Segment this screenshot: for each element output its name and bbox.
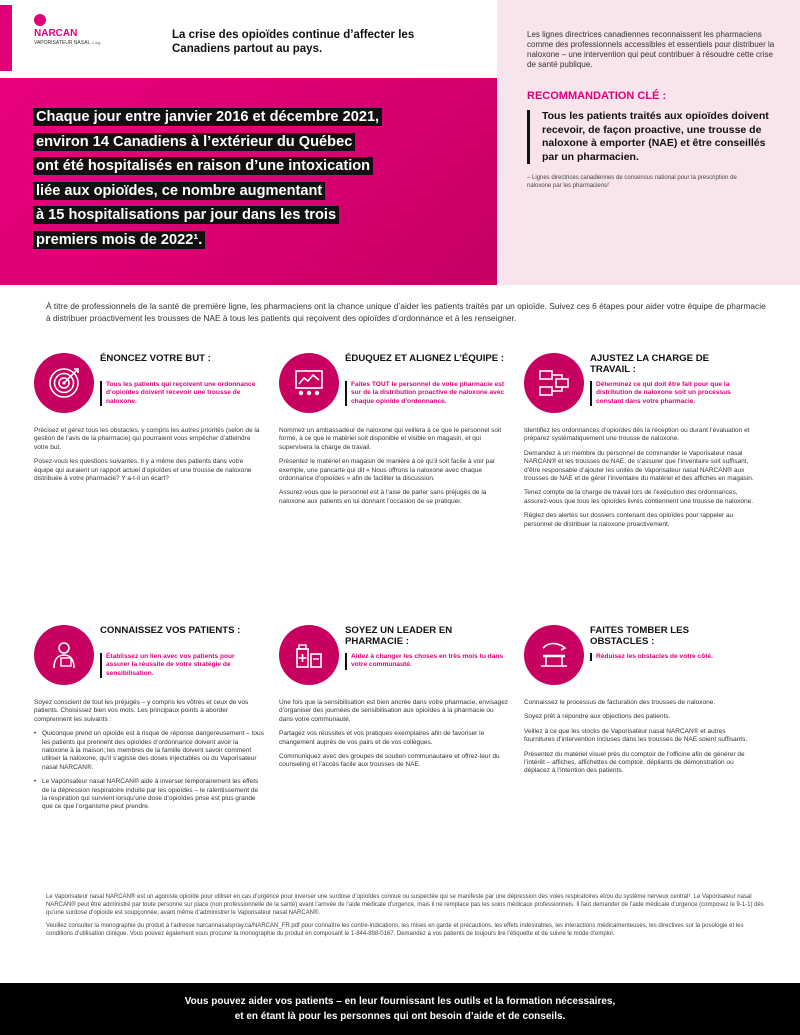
footnote-paragraph: Veuillez consulter la monographie du produit à l’adresse narcannasalspray.ca/NARCAN_FR.pdf pour connaître les contre-indications, les mises en garde et précautions, les effets indésirables, les interactions médicamenteuses, les directives sur la posologie et les conditions d’utilisation clinique. Vous pouvez également vous procurer la monographie du produit en composant le 1-844-898-0167. Demandez à vos patients de toujours lire l’étiquette et de suivre le mode d’emploi. xyxy=(46,923,744,937)
step-title: SOYEZ UN LEADER EN PHARMACIE : xyxy=(345,625,453,647)
footer-line: et en étant là pour les personnes qui ont besoin d’aide et de conseils. xyxy=(234,1011,566,1022)
footer-message xyxy=(0,983,800,1024)
guidelines-intro: Les lignes directrices canadiennes reconnaissent les pharmaciens comme des professionnels accessibles et essentiels pour distribuer la naloxone – une intervention qui peut contribuer à résoudre cette crise de santé publique. xyxy=(527,30,775,69)
step-paragraph: Soyez prêt à répondre aux objections des patients. xyxy=(524,713,671,721)
step-pharmacy-leader xyxy=(279,625,517,825)
hero-line: premiers mois de 2022¹. xyxy=(33,231,205,249)
step-state-goal xyxy=(34,353,272,593)
accent-stripe xyxy=(0,5,12,71)
key-recommendation-title: RECOMMANDATION CLÉ : xyxy=(527,90,667,102)
step-body xyxy=(34,427,264,489)
patient-icon xyxy=(34,625,94,685)
hero-statement xyxy=(33,105,483,252)
step-paragraph: Tenez compte de la charge de travail lors de l’exécution des ordonnances, assurez-vous que tous les opioïdes livrés contiennent une trousse de naloxone. xyxy=(524,489,754,505)
step-title: FAITES TOMBER LES OBSTACLES : xyxy=(590,625,689,647)
step-paragraph: Réglez des alertes sur dossiers contenant des opioïdes pour rappeler au personnel de distribuer la naloxone proactivement. xyxy=(524,512,734,528)
step-paragraph: Présentez le matériel en magasin de manière à ce qu’il soit facile à voir par exemple, une pancarte qui dit « Nous offrons la naloxone avec chaque ordonnance d’opioïdes » afin de faciliter la discussion. xyxy=(279,458,496,483)
hero-line: ont été hospitalisés en raison d’une intoxication xyxy=(33,157,373,175)
step-paragraph: Demandez à un membre du personnel de commander le Vaporisateur nasal NARCAN® et les trousses de NAE, de s’assurer que l’inventaire soit suffisant, d’être responsable d’ajouter les unités de Vaporisateur nasal NARCAN® aux trousses de NAE et de gérer l’inventaire du matériel et des affiches en magasin. xyxy=(524,449,754,483)
step-paragraph: Veillez à ce que les stocks de Vaporisateur nasal NARCAN® et autres fournitures d’intervention incluses dans les trousses de NAE soient suffisants. xyxy=(524,727,748,744)
step-body xyxy=(524,699,754,782)
target-icon xyxy=(34,353,94,413)
step-title: ÉNONCEZ VOTRE BUT : xyxy=(100,353,211,364)
hero-line: à 15 hospitalisations par jour dans les trois xyxy=(33,206,339,224)
guidelines-citation: – Lignes directrices canadiennes de consensus national pour la prescription de naloxone par les pharmaciens² xyxy=(527,175,737,189)
step-paragraph: Une fois que la sensibilisation est bien ancrée dans votre pharmacie, envisagez d’organiser des journées de sensibilisation aux opioïdes à la pharmacie ou dans votre communauté. xyxy=(279,699,509,723)
talking-points-list xyxy=(34,730,264,812)
logo-brand: NARCAN xyxy=(34,28,78,39)
hero-line: Chaque jour entre janvier 2016 et décembre 2021, xyxy=(33,108,382,126)
step-aim: Faites TOUT le personnel de votre pharmacie est sur de la distribution proactive de naloxone avec chaque opioïde d’ordonnance. xyxy=(345,381,505,406)
hero-banner xyxy=(0,78,497,285)
step-paragraph: Soyez conscient de tout les préjugés – y compris les vôtres et ceux de vos patients. Choisissez bien vos mots. Les principaux points à aborder comprennent les suivants : xyxy=(34,699,249,723)
step-body xyxy=(34,699,264,818)
hurdle-icon xyxy=(524,625,584,685)
recommendation-panel xyxy=(497,0,800,285)
key-recommendation-quote: Tous les patients traités aux opioïdes doivent recevoir, de façon proactive, une trousse de naloxone à emporter (NAE) et être conseillés par un pharmacien. xyxy=(527,110,775,164)
step-paragraph: Précisez et gérez tous les obstacles, y compris les autres priorités (selon de la gestion de l’avis de la pharmacie) qui pourraient vous empêcher d’atteindre votre but. xyxy=(34,427,260,451)
step-title: CONNAISSEZ VOS PATIENTS : xyxy=(100,625,241,636)
step-body xyxy=(279,699,509,776)
footer-banner xyxy=(0,983,800,1035)
hero-line: liée aux opioïdes, ce nombre augmentant xyxy=(33,182,325,200)
step-remove-barriers xyxy=(524,625,762,825)
pharmacy-icon xyxy=(279,625,339,685)
step-title: ÉDUQUEZ ET ALIGNEZ L’ÉQUIPE : xyxy=(345,353,505,364)
step-body xyxy=(279,427,509,512)
step-paragraph: Communiquez avec des groupes de soutien communautaire et offrez-leur du counseling et l’accès facile aux trousses de NAE. xyxy=(279,753,500,769)
header-intro: La crise des opioïdes continue d’affecter les Canadiens partout au pays. xyxy=(172,29,415,55)
step-paragraph: Connaissez le processus de facturation des trousses de naloxone. xyxy=(524,699,716,706)
logo-mark-icon xyxy=(34,14,46,26)
step-educate-team xyxy=(279,353,517,593)
step-know-patients xyxy=(34,625,272,885)
step-paragraph: Identifiez les ordonnances d’opioïdes dès la réception ou durant l’évaluation et préparez systématiquement une trousse de naloxone. xyxy=(524,427,750,443)
step-aim: Établissez un lien avec vos patients pour assurer la réussite de votre stratégie de sensibilisation. xyxy=(100,653,260,678)
hero-line: environ 14 Canadiens à l’extérieur du Québec xyxy=(33,133,355,151)
step-aim: Aidez à changer les choses en très mois tu dans votre communauté. xyxy=(345,653,505,670)
footnote-paragraph: Le Vaporisateur nasal NARCAN® est un agoniste opioïde pour utiliser en cas d’urgence pour inverser une surdose d’opioïdes connue ou suspectée qui se manifeste par une dépression des voies respiratoires et/ou du système nerveux central³. Le Vaporisateur nasal NARCAN® peut être administré par toute personne sur place (non professionnelle de la santé) avant l’arrivée de l’aide médicale d’urgence, mais il ne remplace pas les soins médicaux professionnels. Il faut demander de l’aide médicale d’urgence (composez le 9-1-1) dès qu’une surdose d’opioïde est soupçonnée, avant même d’administrer le Vaporisateur nasal NARCAN®. xyxy=(46,894,764,916)
list-item: • Quiconque prend un opioïde est à risque de réponse dangereusement – tous les patients qui prennent des opioïdes d’ordonnance doivent avoir la naloxone à la maison; les membres de la famille doivent savoir comment utiliser la naloxone, qu’il s’agisse des doses injectables ou du Vaporisateur nasal NARCAN®. xyxy=(34,730,264,772)
step-paragraph: Partagez vos réussites et vos pratiques exemplaires afin de favoriser le changement auprès de vos pairs et de vos collègues. xyxy=(279,730,485,746)
step-adjust-workload xyxy=(524,353,762,623)
step-title: AJUSTEZ LA CHARGE DE TRAVAIL : xyxy=(590,353,710,375)
header xyxy=(0,0,497,78)
footnotes xyxy=(46,893,766,943)
step-aim: Déterminez ce qui doit être fait pour que la distribution de naloxone soit un processus constant dans votre pharmacie. xyxy=(590,381,750,406)
footer-line: Vous pouvez aider vos patients – en leur fournissant les outils et la formation nécessaires, xyxy=(184,996,616,1007)
presentation-icon xyxy=(279,353,339,413)
list-item: • Le Vaporisateur nasal NARCAN® aide à inverser temporairement les effets de la dépression respiratoire induite par les opioïdes – le ralentissement de la respiration qui survient lorsqu’une dose d’opioïdes prise est plus grande que ce que l’organisme peut prendre. xyxy=(34,778,264,812)
step-aim: Réduisez les obstacles de votre côté. xyxy=(590,653,750,661)
workflow-icon xyxy=(524,353,584,413)
step-paragraph: Nommez un ambassadeur de naloxone qui veillera à ce que le personnel soit formé, à ce que le matériel soit disponible et visible en magasin, et qui supervisera la charge de travail. xyxy=(279,427,502,451)
step-paragraph: Assurez-vous que le personnel est à l’aise de parler sans préjugés de la naloxone aux patients en lui donnant l’occasion de se pratiquer. xyxy=(279,489,487,505)
step-aim: Tous les patients qui reçoivent une ordonnance d’opioïdes doivent recevoir une trousse de naloxone. xyxy=(100,381,260,406)
step-body xyxy=(524,427,754,535)
lead-paragraph: À titre de professionnels de la santé de première ligne, les pharmaciens ont la chance unique d’aider les patients traités par un opioïde. Suivez ces 6 étapes pour aider votre équipe de pharmacie à distribuer proactivement les trousses de NAE à tous les patients qui reçoivent des opioïdes d’ordonnance et à les renseigner. xyxy=(46,301,766,323)
narcan-logo xyxy=(34,14,144,47)
step-paragraph: Posez-vous les questions suivantes. Il y a même des patients dans votre équipe qui auraient un rapport actuel d’opioïdes et une trousse de naloxone distribuée à votre pharmacie? Y a-t-il un écart? xyxy=(34,458,252,483)
step-paragraph: Présentez du matériel visuel près du comptoir de l’officine afin de générer de l’intérêt – affiches, affichettes de comptoir, dépliants de démonstration ou déplacez à l’intention des patients. xyxy=(524,750,745,775)
logo-sub: VAPORISATEUR NASAL 4 mg xyxy=(34,40,101,46)
